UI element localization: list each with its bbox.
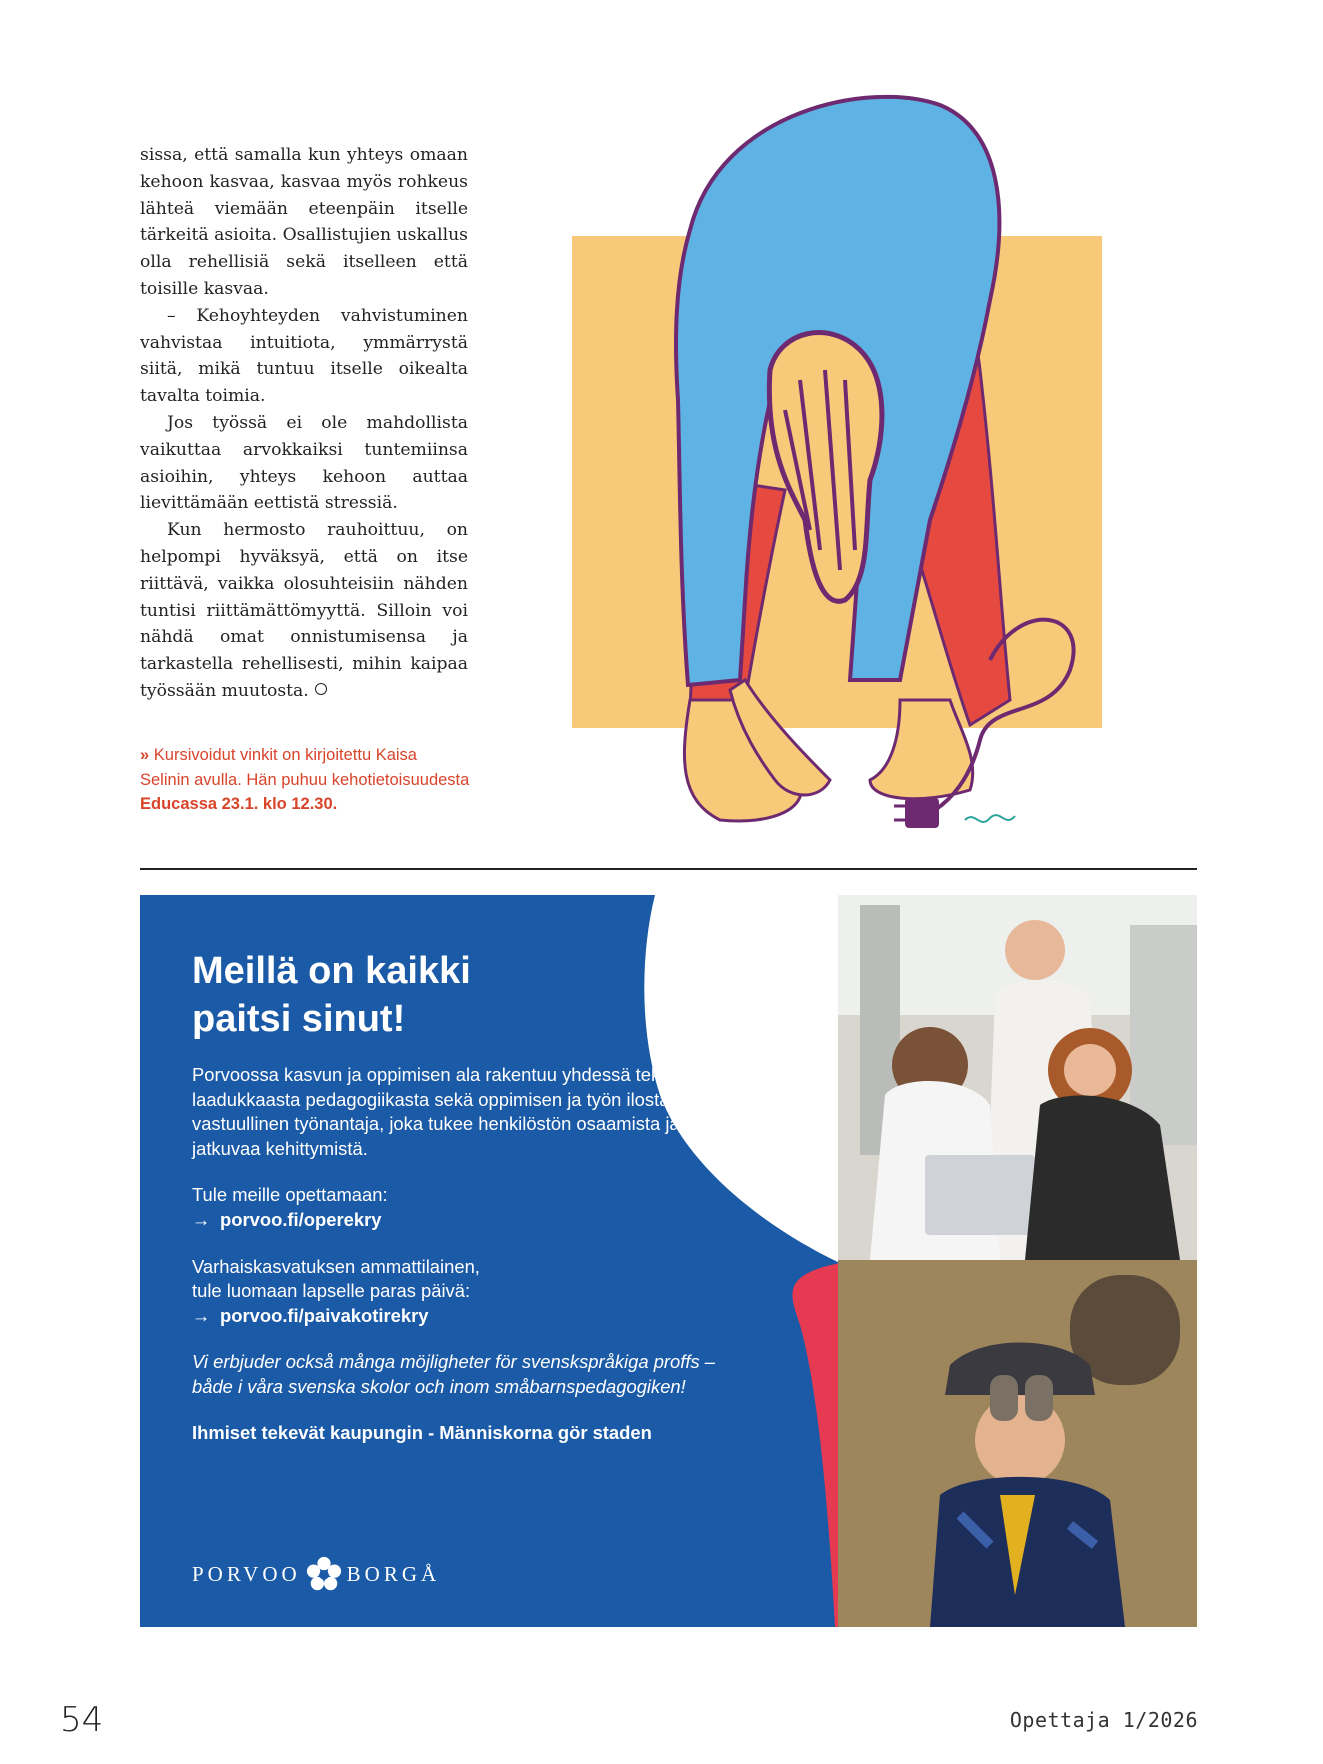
ad-swedish-text: Vi erbjuder också många möjligheter för svenskspråkiga proffs – både i våra svenska skolor och inom småbarnspedagogiken! xyxy=(192,1351,716,1397)
note-marker-icon: » xyxy=(140,746,150,764)
ece-link-text: porvoo.fi/paivakotirekry xyxy=(220,1304,429,1326)
end-of-article-icon xyxy=(315,683,327,695)
plug-icon xyxy=(905,798,939,828)
porvoo-recruitment-ad xyxy=(140,895,1197,1627)
note-text: Kursivoidut vinkit on kirjoitettu Kaisa Selinin avulla. Hän puhuu kehotietoisuudesta xyxy=(140,746,470,789)
ad-text-block xyxy=(192,947,752,1444)
porvoo-borga-logo xyxy=(192,1555,440,1593)
plug-pins-icon xyxy=(894,806,906,820)
flower-logo-icon xyxy=(305,1555,343,1593)
article-paragraph-text: Kun hermosto rauhoittuu, on helpompi hyväksyä, että on itse riittävä, vaikka olosuhteisiin nähden tuntisi riittämättömyyttä. Silloin voi nähdä omat onnistumisensa ja tarkastella rehellisesti, mihin kaipaa työssään muutosta. xyxy=(140,520,468,701)
ad-teacher-section xyxy=(192,1183,752,1232)
ad-slogan: Ihmiset tekevät kaupungin - Människorna gör staden xyxy=(192,1421,652,1443)
article-paragraph: Jos työssä ei ole mahdollista vaikuttaa arvokkaiksi tuntemiinsa asioihin, yhteys kehoon auttaa lievittämään eettistä stressiä. xyxy=(140,412,468,514)
forward-bend-illustration xyxy=(570,80,1150,860)
teacher-recruitment-link[interactable] xyxy=(192,1208,752,1233)
note-event-highlight: Educassa 23.1. klo 12.30. xyxy=(140,795,338,813)
ad-intro: Porvoossa kasvun ja oppimisen ala rakentuu yhdessä tekemisestä, laadukkaasta pedagogiikasta sekä oppimisen ja työn ilosta. Olemme vastuullinen työnantaja, joka tukee henkilöstön osaamista ja jatkuvaa kehittymistä. xyxy=(192,1064,750,1159)
page-number: 54 xyxy=(60,1700,104,1740)
logo-text-left: PORVOO xyxy=(192,1561,301,1586)
article-paragraph-last xyxy=(140,517,468,705)
article-paragraph: – Kehoyhteyden vahvistuminen vahvistaa intuitiota, ymmärrystä siitä, mikä tuntuu itselle oikealta tavalta toimia. xyxy=(140,305,468,407)
squiggle-icon xyxy=(965,815,1015,822)
magazine-issue: Opettaja 1/2026 xyxy=(1009,1708,1198,1732)
ad-headline-line: paitsi sinut! xyxy=(192,998,406,1040)
classroom-photo xyxy=(838,895,1197,1260)
ad-headline-line: Meillä on kaikki xyxy=(192,950,471,992)
section-divider xyxy=(140,868,1197,870)
ad-teacher-call: Tule meille opettamaan: xyxy=(192,1184,388,1206)
ad-ece-section xyxy=(192,1255,752,1329)
article-body xyxy=(140,142,468,705)
ece-recruitment-link[interactable] xyxy=(192,1304,752,1329)
logo-text-right: BORGÅ xyxy=(346,1561,441,1586)
arrow-right-icon: → xyxy=(192,1208,211,1230)
ad-ece-call: tule luomaan lapselle paras päivä: xyxy=(192,1280,471,1302)
article-paragraph: sissa, että samalla kun yhteys omaan kehoon kasvaa, kasvaa myös rohkeus lähteä viemään eteenpäin itselle tärkeitä asioita. Osallistujien uskallus olla rehellisiä sekä itselleen että toisille kasvaa. xyxy=(140,145,468,299)
author-note xyxy=(140,743,470,817)
ad-headline xyxy=(192,947,752,1043)
teacher-link-text: porvoo.fi/operekry xyxy=(220,1208,382,1230)
arrow-right-icon: → xyxy=(192,1304,211,1326)
ad-ece-call: Varhaiskasvatuksen ammattilainen, xyxy=(192,1255,480,1277)
child-binoculars-photo xyxy=(838,1260,1197,1627)
